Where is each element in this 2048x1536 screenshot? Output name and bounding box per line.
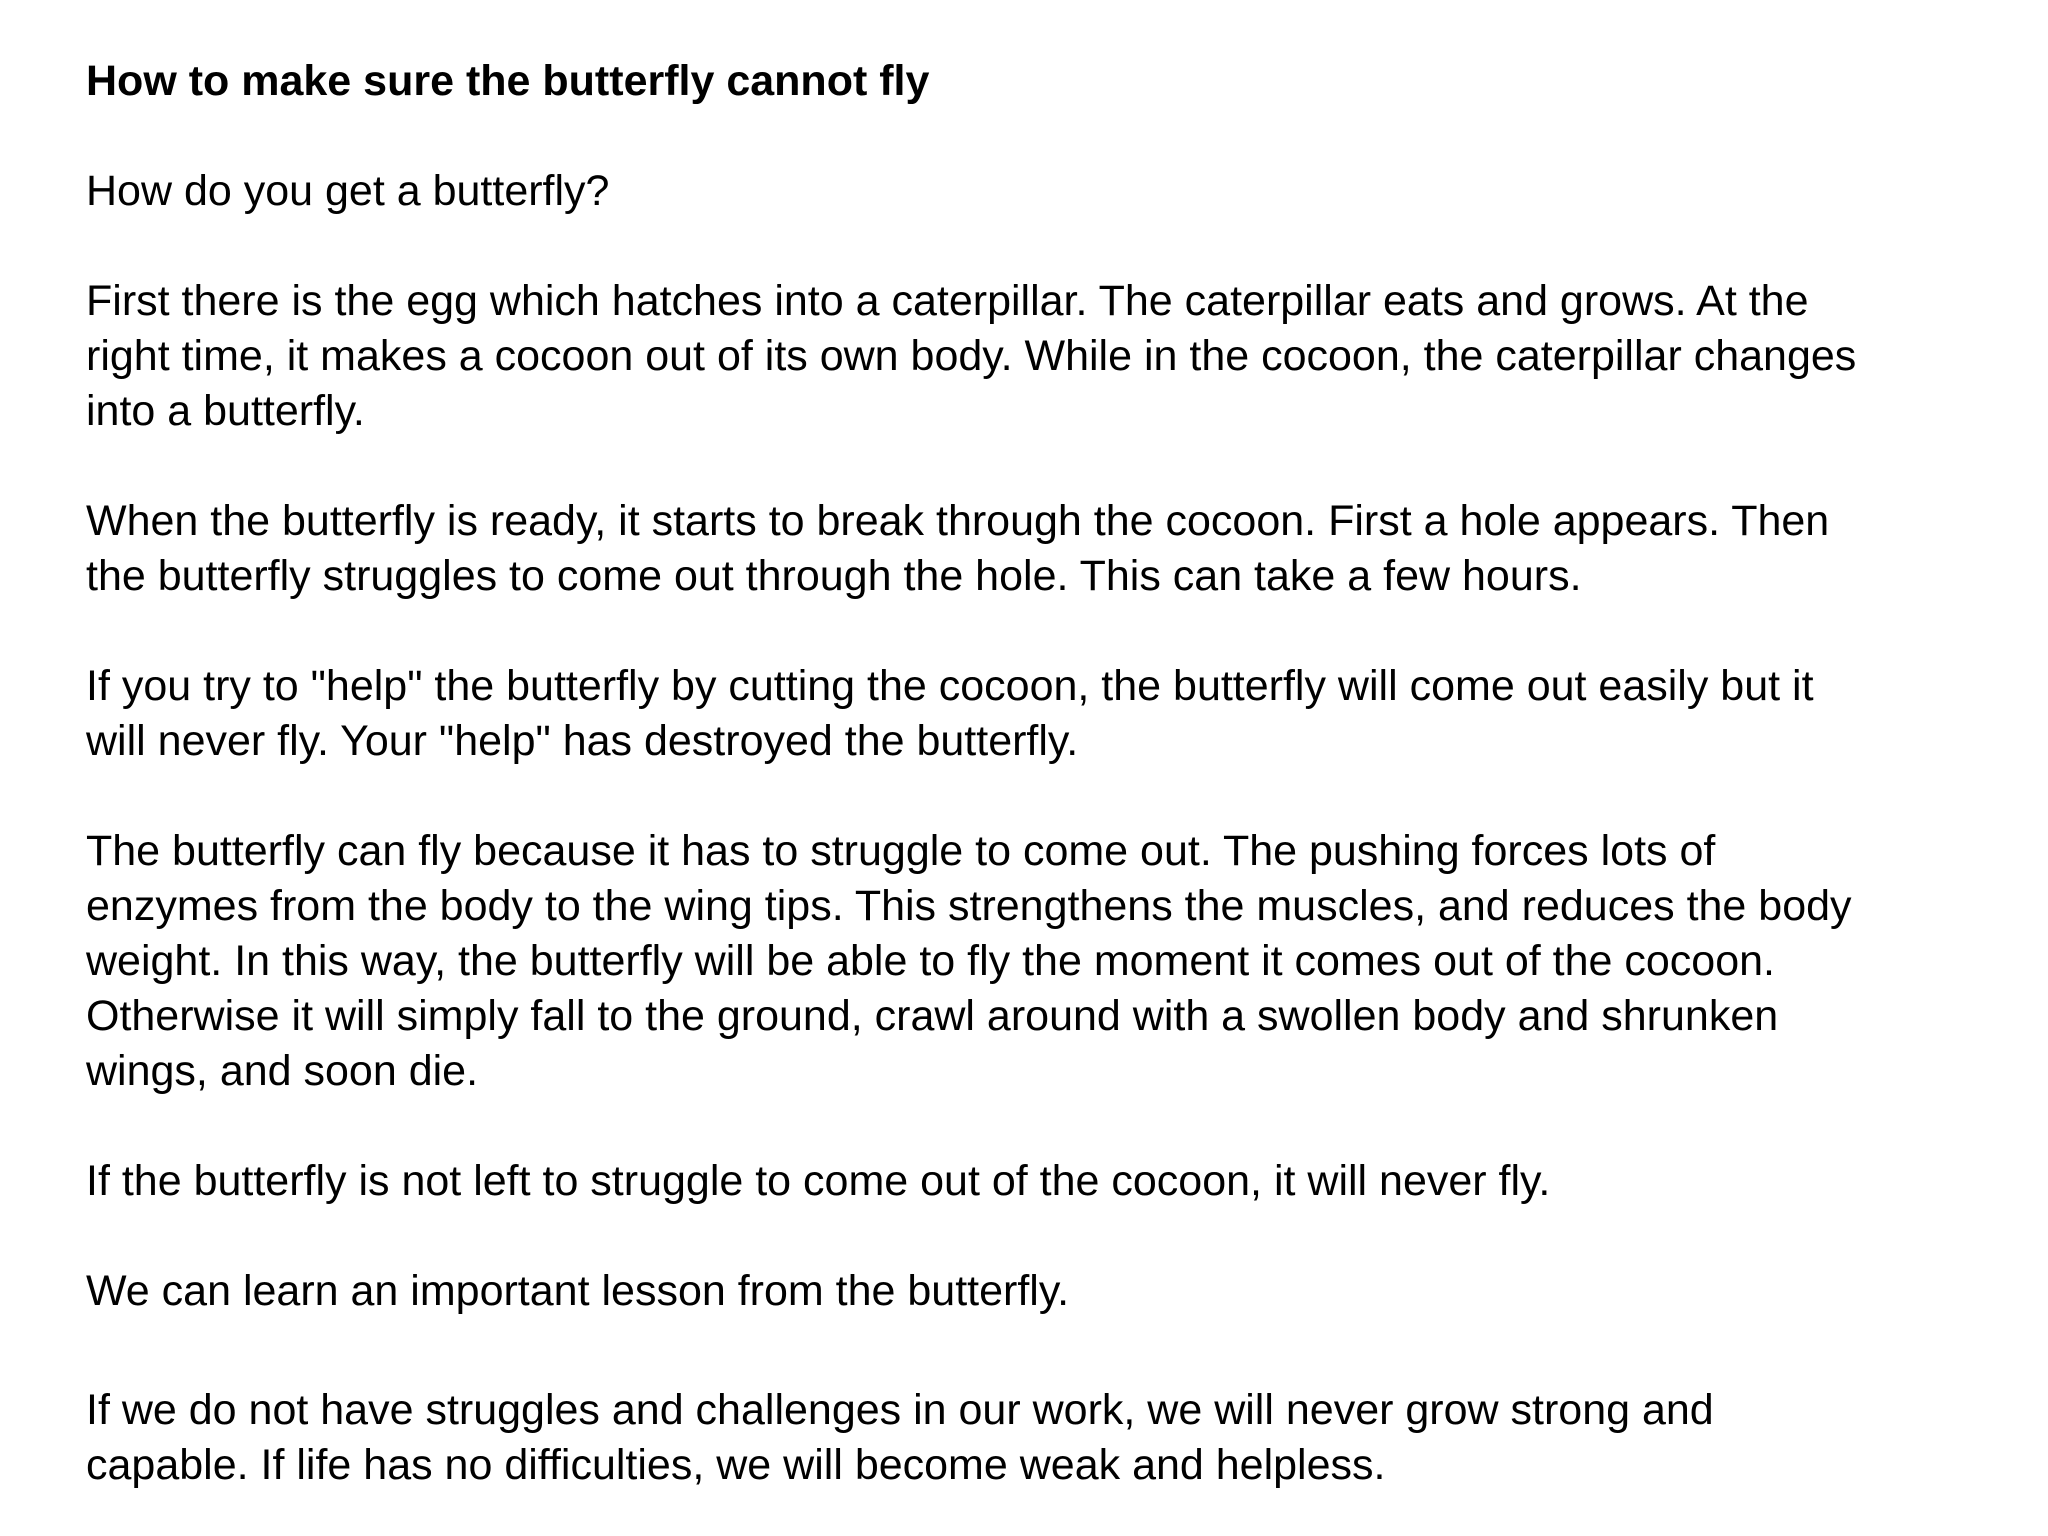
paragraph-life-cycle: First there is the egg which hatches into a caterpillar. The caterpillar eats and grows. At the right time, it makes a cocoon out of its own body. While in the cocoon, the caterpillar changes into a butterfly.	[86, 277, 1857, 435]
paragraph-emergence: When the butterfly is ready, it starts to break through the cocoon. First a hole appears. Then the butterfly struggles to come out through the hole. This can take a few hours.	[86, 497, 1830, 600]
document-title: How to make sure the butterfly cannot fly	[86, 57, 930, 105]
paragraph-spacer	[86, 1099, 2016, 1154]
document-body	[86, 54, 2016, 1493]
paragraph-struggle: The butterfly can fly because it has to struggle to come out. The pushing forces lots of enzymes from the body to the wing tips. This strengthens the muscles, and reduces the body weight. In this way, the butterfly will be able to fly the moment it comes out of the cocoon. Otherwise it will simply fall to the ground, crawl around with a swollen body and shrunken wings, and soon die.	[86, 827, 1852, 1095]
paragraph-spacer	[86, 1209, 2016, 1264]
paragraph-never-fly: If the butterfly is not left to struggle to come out of the cocoon, it will never fly.	[86, 1157, 1551, 1205]
paragraph-spacer	[86, 604, 2016, 659]
paragraph-question: How do you get a butterfly?	[86, 167, 610, 215]
paragraph-spacer	[86, 439, 2016, 494]
paragraph-spacer	[86, 1319, 2016, 1383]
paragraph-help: If you try to "help" the butterfly by cutting the cocoon, the butterfly will come out easily but it will never fly. Your "help" has destroyed the butterfly.	[86, 662, 1814, 765]
paragraph-spacer	[86, 109, 2016, 164]
paragraph-spacer	[86, 769, 2016, 824]
paragraph-lesson: We can learn an important lesson from the butterfly.	[86, 1267, 1070, 1315]
paragraph-conclusion: If we do not have struggles and challenges in our work, we will never grow strong and capable. If life has no difficulties, we will become weak and helpless.	[86, 1386, 1714, 1489]
paragraph-spacer	[86, 219, 2016, 274]
